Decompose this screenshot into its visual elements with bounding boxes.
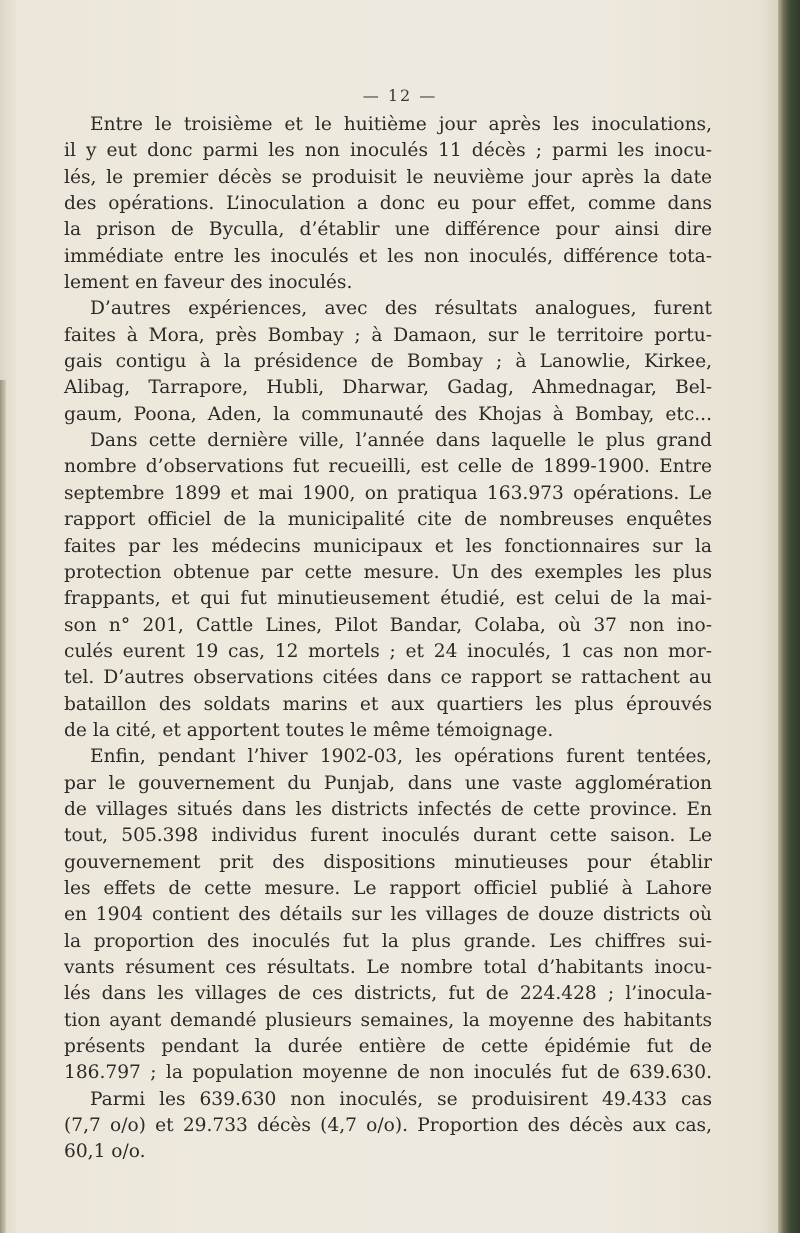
text-line: des opérations. L’inoculation a donc eu pour effet, comme dans	[64, 193, 712, 215]
text-line: lés dans les villages de ces districts, fut de 224.428 ; l’inocula-	[64, 983, 712, 1005]
text-line: la prison de Byculla, d’établir une différence pour ainsi dire	[64, 219, 712, 241]
text-line: culés eurent 19 cas, 12 mortels ; et 24 inoculés, 1 cas non mor-	[64, 640, 712, 662]
text-line: les effets de cette mesure. Le rapport officiel publié à Lahore	[64, 877, 712, 899]
text-line: lés, le premier décès se produisit le neuvième jour après la date	[64, 166, 712, 188]
text-line: faites à Mora, près Bombay ; à Damaon, sur le territoire portu-	[64, 324, 712, 346]
text-line: tout, 505.398 individus furent inoculés durant cette saison. Le	[64, 825, 712, 847]
text-line: tel. D’autres observations citées dans ce rapport se rattachent au	[64, 667, 712, 689]
text-line: son n° 201, Cattle Lines, Pilot Bandar, Colaba, où 37 non ino-	[64, 614, 712, 636]
text-line: la proportion des inoculés fut la plus grande. Les chiffres sui-	[64, 930, 712, 952]
text-line: Dans cette dernière ville, l’année dans laquelle le plus grand	[90, 430, 712, 452]
text-line: vants résument ces résultats. Le nombre total d’habitants inocu-	[64, 957, 712, 978]
text-line: par le gouvernement du Punjab, dans une vaste agglomération	[64, 772, 712, 794]
text-line: Enfin, pendant l’hiver 1902-03, les opérations furent tentées,	[90, 746, 712, 768]
body-text	[64, 112, 712, 1166]
text-line: nombre d’observations fut recueilli, est celle de 1899-1900. Entre	[64, 456, 712, 478]
text-line: D’autres expériences, avec des résultats analogues, furent	[90, 298, 712, 320]
text-line: en 1904 contient des détails sur les villages de douze districts où	[64, 904, 712, 926]
text-line: (7,7 o/o) et 29.733 décès (4,7 o/o). Proportion des décès aux cas,	[64, 1115, 712, 1137]
text-line: immédiate entre les inoculés et les non inoculés, différence tota-	[64, 245, 712, 267]
text-line: gais contigu à la présidence de Bombay ; à Lanowlie, Kirkee,	[64, 351, 712, 373]
text-line: septembre 1899 et mai 1900, on pratiqua 163.973 opérations. Le	[64, 482, 712, 504]
text-line: 186.797 ; la population moyenne de non inoculés fut de 639.630.	[64, 1062, 712, 1084]
text-line: gouvernement prit des dispositions minutieuses pour établir	[64, 851, 712, 873]
text-line: Parmi les 639.630 non inoculés, se produisirent 49.433 cas	[90, 1088, 712, 1110]
text-line: protection obtenue par cette mesure. Un des exemples les plus	[64, 561, 712, 583]
text-line: rapport officiel de la municipalité cite de nombreuses enquêtes	[64, 509, 712, 531]
text-line: tion ayant demandé plusieurs semaines, la moyenne des habitants	[64, 1009, 712, 1031]
text-line: gaum, Poona, Aden, la communauté des Khojas à Bombay, etc...	[64, 403, 712, 425]
text-line: 60,1 o/o.	[64, 1141, 146, 1163]
text-line: présents pendant la durée entière de cette épidémie fut de	[64, 1036, 712, 1058]
text-line: bataillon des soldats marins et aux quartiers les plus éprouvés	[64, 693, 712, 715]
text-line: il y eut donc parmi les non inoculés 11 décès ; parmi les inocu-	[64, 140, 712, 162]
text-line: frappants, et qui fut minutieusement étudié, est celui de la mai-	[64, 588, 712, 610]
page-left-shadow	[0, 380, 6, 1233]
text-line: de villages situés dans les districts infectés de cette province. En	[64, 798, 712, 820]
text-line: de la cité, et apportent toutes le même témoignage.	[64, 719, 554, 741]
text-line: lement en faveur des inoculés.	[64, 272, 353, 294]
page-number: — 12 —	[362, 86, 438, 105]
text-line: Alibag, Tarrapore, Hubli, Dharwar, Gadag, Ahmednagar, Bel-	[64, 377, 712, 399]
text-line: Entre le troisième et le huitième jour après les inoculations,	[90, 114, 712, 135]
text-line: faites par les médecins municipaux et les fonctionnaires sur la	[64, 535, 712, 557]
page-binding-edge	[778, 0, 800, 1233]
